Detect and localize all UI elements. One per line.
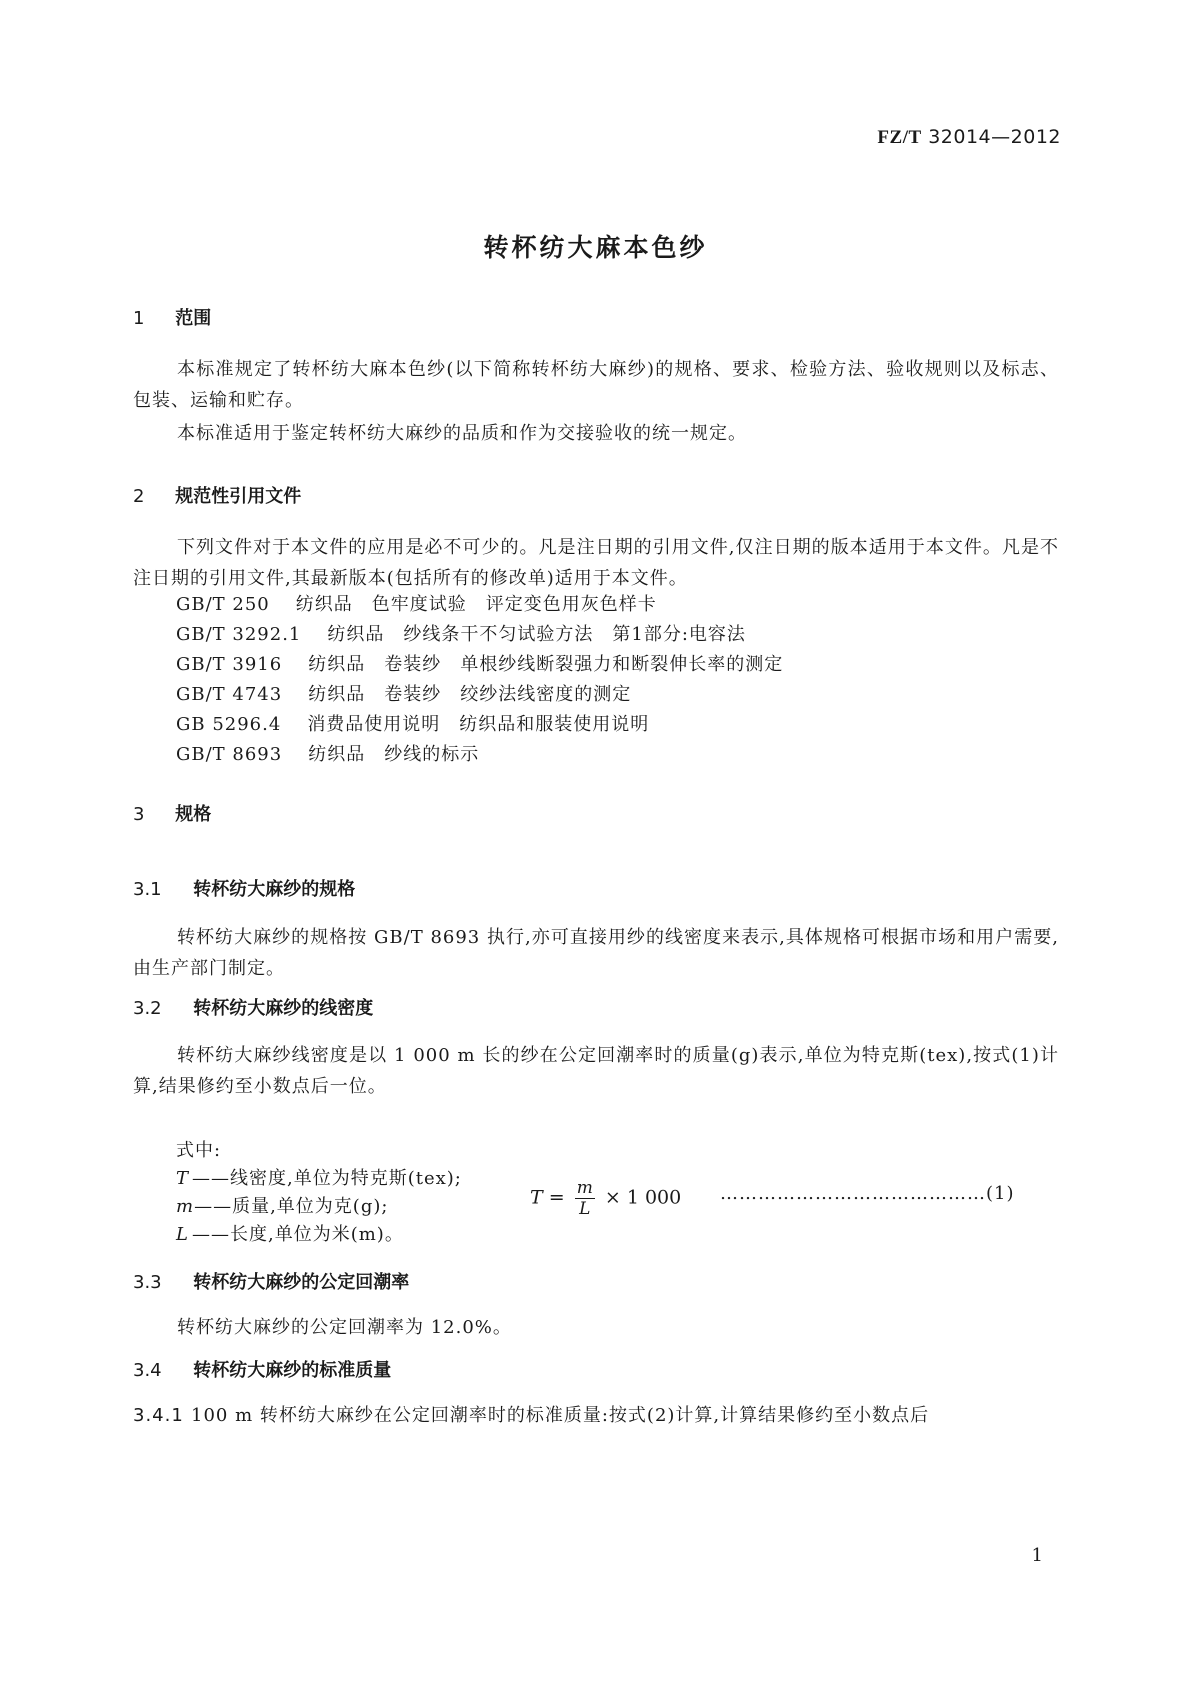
subsection-3-1-heading (133, 875, 355, 901)
moisture-regain-paragraph: 转杯纺大麻纱的公定回潮率为 12.0%。 (177, 1317, 512, 1338)
where-item (176, 1220, 404, 1250)
formula-lhs: T (530, 1186, 543, 1209)
reference-item (176, 590, 683, 620)
where-item (176, 1164, 462, 1194)
scope-paragraph-1: 本标准规定了转杯纺大麻本色纱(以下简称转杯纺大麻纱)的规格、要求、检验方法、验收规则以及标志、包装、运输和贮存。 (133, 359, 1059, 411)
reference-item (176, 620, 772, 650)
section-1-heading (133, 304, 211, 330)
reference-title: 纺织品 卷装纱 单根纱线断裂强力和断裂伸长率的测定 (308, 654, 784, 675)
formula-denominator: L (579, 1199, 591, 1219)
reference-title: 纺织品 色牢度试验 评定变色用灰色样卡 (295, 594, 657, 615)
section-number: 2 (133, 486, 145, 507)
section-title: 转杯纺大麻纱的标准质量 (193, 1360, 392, 1381)
clause-3-4-1 (133, 1400, 1059, 1431)
specification-paragraph: 转杯纺大麻纱的规格按 GB/T 8693 执行,亦可直接用纱的线密度来表示,具体规格可根据市场和用户需要,由生产部门制定。 (133, 927, 1059, 979)
where-item (176, 1192, 388, 1222)
section-number: 1 (133, 308, 145, 329)
formula-multiplier: × 1 000 (604, 1186, 682, 1209)
reference-code: GB/T 3916 (176, 654, 283, 675)
standard-number (877, 126, 1061, 149)
subsection-3-4-heading (133, 1356, 391, 1382)
subsection-3-2-heading (133, 994, 373, 1020)
reference-item (176, 710, 675, 740)
reference-title: 消费品使用说明 纺织品和服装使用说明 (307, 714, 650, 735)
reference-title: 纺织品 纱线的标示 (308, 744, 480, 765)
formula-fraction (575, 1178, 595, 1219)
where-symbol: L (176, 1224, 189, 1245)
subsection-3-3-heading (133, 1268, 409, 1294)
reference-item (176, 680, 657, 710)
reference-code: GB 5296.4 (176, 714, 282, 735)
clause-number: 3.4.1 (133, 1405, 184, 1426)
reference-code: GB/T 8693 (176, 744, 283, 765)
reference-code: GB/T 3292.1 (176, 624, 302, 645)
linear-density-paragraph: 转杯纺大麻纱线密度是以 1 000 m 长的纱在公定回潮率时的质量(g)表示,单位为特克斯(tex),按式(1)计算,结果修约至小数点后一位。 (133, 1045, 1059, 1097)
section-title: 转杯纺大麻纱的规格 (193, 879, 356, 900)
clause-text: 100 m 转杯纺大麻纱在公定回潮率时的标准质量:按式(2)计算,计算结果修约至小数点后 (191, 1405, 930, 1426)
standard-prefix: FZ/T (877, 127, 922, 148)
standard-code: 32014—2012 (928, 126, 1061, 148)
reference-item (176, 740, 505, 770)
formula-label: ……………………………………(1) (720, 1183, 1015, 1204)
section-3-heading (133, 800, 211, 826)
where-description: ——长度,单位为米(m)。 (192, 1224, 404, 1245)
formula-numerator: m (576, 1178, 593, 1198)
section-title: 规范性引用文件 (175, 486, 302, 507)
section-number: 3.2 (133, 998, 162, 1019)
reference-title: 纺织品 纱线条干不匀试验方法 第1部分:电容法 (327, 624, 746, 645)
where-symbol: m (176, 1196, 195, 1217)
page-number: 1 (1031, 1545, 1043, 1566)
where-description: ——线密度,单位为特克斯(tex); (192, 1168, 462, 1189)
section-number: 3.4 (133, 1360, 162, 1381)
section-title: 转杯纺大麻纱的线密度 (193, 998, 374, 1019)
section-2-heading (133, 482, 301, 508)
reference-item (176, 650, 809, 680)
section-number: 3.1 (133, 879, 162, 900)
section-title: 范围 (175, 308, 212, 329)
document-title: 转杯纺大麻本色纱 (483, 233, 708, 262)
reference-code: GB/T 4743 (176, 684, 283, 705)
where-description: ——质量,单位为克(g); (194, 1196, 389, 1217)
reference-title: 纺织品 卷装纱 绞纱法线密度的测定 (308, 684, 632, 705)
section-title: 规格 (175, 804, 212, 825)
formula-equals: = (548, 1186, 565, 1209)
normative-references-paragraph: 下列文件对于本文件的应用是必不可少的。凡是注日期的引用文件,仅注日期的版本适用于本文件。凡是不注日期的引用文件,其最新版本(包括所有的修改单)适用于本文件。 (133, 537, 1059, 589)
section-title: 转杯纺大麻纱的公定回潮率 (193, 1272, 410, 1293)
section-number: 3 (133, 804, 145, 825)
where-label: 式中: (176, 1140, 222, 1161)
formula-1 (530, 1178, 681, 1219)
reference-code: GB/T 250 (176, 594, 270, 615)
scope-paragraph-2: 本标准适用于鉴定转杯纺大麻纱的品质和作为交接验收的统一规定。 (177, 423, 747, 444)
section-number: 3.3 (133, 1272, 162, 1293)
where-symbol: T (176, 1168, 190, 1189)
